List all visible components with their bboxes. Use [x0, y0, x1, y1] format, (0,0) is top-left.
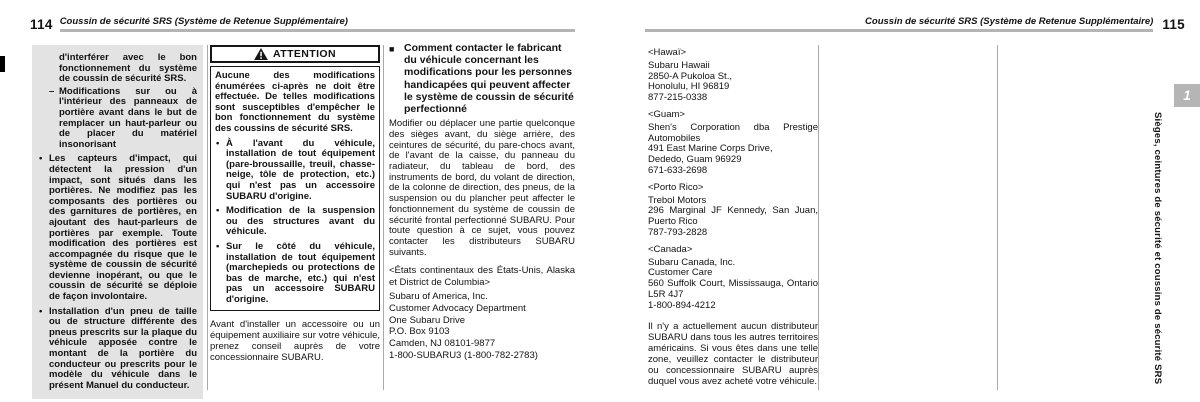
- distributor-address-line: 560 Suffolk Court, Mississauga, Ontario L5R 4J7: [648, 278, 818, 300]
- caution-bullet-list: [38, 154, 197, 391]
- distributor-address-line: 787-793-2828: [648, 226, 708, 238]
- us-contact-block: [389, 265, 575, 361]
- distributor-column: [648, 48, 818, 387]
- contact-region-label: <États continentaux des États-Unis, Alaska et District de Columbia>: [389, 265, 575, 289]
- attention-bullet-list: [215, 139, 375, 306]
- page-number-right: 115: [1162, 17, 1185, 33]
- distributor-address-line: Subaru Canada, Inc.: [648, 256, 736, 268]
- distributor-address-line: Customer Care: [648, 267, 713, 279]
- column-separator: [997, 45, 998, 390]
- distributor-address-line: 296 Marginal JF Kennedy, San Juan, Puerto Rico: [648, 205, 818, 228]
- distributor-region-label: <Canada>: [648, 243, 693, 255]
- advice-paragraph: Avant d'installer un accessoire ou un équipement auxiliaire sur votre véhicule, prenez conseil auprès de votre concessionnaire SUBARU.: [210, 319, 380, 364]
- distributor-address-lines: [648, 123, 818, 177]
- contact-address-line: Subaru of America, Inc.: [389, 290, 488, 302]
- distributor-address-line: Honolulu, HI 96819: [648, 81, 730, 93]
- chapter-vertical-label: Sièges, ceintures de sécurité et coussins de sécurité SRS: [1152, 112, 1163, 385]
- contact-address-line: Customer Advocacy Department: [389, 302, 526, 314]
- distributor-group: [648, 245, 818, 312]
- page-title-left: Coussin de sécurité SRS (Système de Retenue Supplémentaire): [59, 16, 348, 27]
- caution-continuation-text: d'interférer avec le bon fonctionnement du système de coussin de sécurité SRS.: [59, 52, 197, 85]
- contact-address-line: 1-800-SUBARU3 (1-800-782-2783): [389, 349, 538, 361]
- chapter-number: 1: [1183, 88, 1191, 103]
- column-separator: [383, 45, 384, 390]
- contact-address-lines: [389, 291, 575, 362]
- header-rule-left: [60, 17, 575, 32]
- contact-section: [389, 42, 575, 362]
- distributor-address-line: Subaru Hawaii: [648, 59, 710, 71]
- attention-title-box: [210, 45, 380, 63]
- distributor-list: [648, 48, 818, 312]
- attention-bullet-item: • À l'avant du véhicule, installation de tout équipement (pare-broussaille, treuil, chasse-neige, tôle de protection, etc.) qui n'est pas un accessoire SUBARU d'origine.: [215, 139, 375, 203]
- attention-body-box: [210, 66, 380, 311]
- distributor-region-label: <Guam>: [648, 108, 685, 120]
- distributor-address-line: 877-215-0338: [648, 92, 708, 104]
- distributor-address-line: 1-800-894-4212: [648, 299, 716, 311]
- distributor-region-label: <Porto Rico>: [648, 181, 704, 193]
- distributor-address-lines: [648, 196, 818, 239]
- distributor-address-line: 491 East Marine Corps Drive,: [648, 143, 773, 155]
- header-rule-right: [645, 17, 1153, 32]
- attention-bullet-item: • Modification de la suspension ou des structures avant du véhicule.: [215, 206, 375, 238]
- page-115-header: [645, 17, 1185, 32]
- distributor-group: [648, 183, 818, 239]
- page-number-left: 114: [30, 17, 53, 33]
- caution-dash-item: – Modifications sur ou à l'intérieur des panneaux de portière avant dans le but de remplacer un haut-parleur ou de placer du matériel insonorisant: [38, 87, 197, 151]
- warning-triangle-icon: [254, 48, 268, 60]
- distributor-group: [648, 48, 818, 104]
- attention-title: ATTENTION: [273, 48, 336, 60]
- page-114-header: [30, 17, 575, 32]
- page-title-right: Coussin de sécurité SRS (Système de Retenue Supplémentaire): [865, 16, 1154, 27]
- distributor-address-lines: [648, 61, 818, 104]
- distributor-address-lines: [648, 258, 818, 312]
- distributor-address-line: Dededo, Guam 96929: [648, 154, 742, 166]
- contact-address-line: Camden, NJ 08101-9877: [389, 338, 496, 350]
- contact-address-line: One Subaru Drive: [389, 314, 466, 326]
- chapter-tab: [1174, 84, 1200, 107]
- page-edge-index-mark: [0, 56, 5, 72]
- distributor-group: [648, 110, 818, 177]
- distributor-region-label: <Hawaï>: [648, 47, 687, 58]
- caution-sidebar-box: [32, 45, 203, 399]
- caution-bullet-item: • Installation d'un pneu de taille ou de structure différente des pneus prescrits sur la plaque du véhicule apposée contre le montant de la portière du conducteur ou prescrits pour le modèle du véhicule dans le présent Manuel du conducteur.: [38, 307, 197, 392]
- column-separator: [818, 45, 819, 390]
- attention-intro: Aucune des modifications énumérées ci-après ne doit être effectuée. De telles modifications sont susceptibles d'empêcher le bon fonctionnement du système des coussins de sécurité SRS.: [215, 70, 375, 134]
- section-heading: ■ Comment contacter le fabricant du véhicule concernant les modifications pour les personnes handicapées qui peuvent affecter le système de coussin de sécurité perfectionné: [389, 42, 575, 115]
- section-body: Modifier ou déplacer une partie quelconque des sièges avant, du siège arrière, des ceintures de sécurité, du pare-chocs avant, de l'avant de la caisse, du panneau du radiateur, du tableau de bord, des instruments de bord, du volant de direction, de la colonne de direction, des pneus, de la suspension ou du plancher peut affecter le fonctionnement du système de coussin de sécurité frontal perfectionné SUBARU. Pour toute question à ce sujet, vous pouvez contacter les distributeurs SUBARU suivants.: [389, 118, 575, 258]
- distributor-address-line: 2850-A Pukoloa St.,: [648, 70, 732, 82]
- caution-bullet-item: • Les capteurs d'impact, qui détectent la pression d'un impact, sont situés dans les portières. Ne modifiez pas les composants des portières ou des garnitures de portières, en ajoutant des haut-parleurs de portières par exemple. Toute modification des portières est accompagnée du risque que le système de coussin de sécurité devienne inopérant, ou que le coussin de sécurité se déploie de façon involontaire.: [38, 154, 197, 302]
- attention-bullet-item: • Sur le côté du véhicule, installation de tout équipement (marchepieds ou protections de bas de marche, etc.) qui n'est pas un accessoire SUBARU d'origine.: [215, 242, 375, 306]
- distributor-address-line: 671-633-2698: [648, 164, 708, 176]
- other-territories-note: Il n'y a actuellement aucun distributeur SUBARU dans tous les autres territoires américains. Si vous êtes dans une telle zone, veuillez contacter le distributeur ou concessionnaire SUBARU auprès duquel vous avez acheté votre véhicule.: [648, 320, 818, 387]
- distributor-address-line: Shen's Corporation dba Prestige Automobiles: [648, 121, 818, 144]
- contact-address-line: P.O. Box 9103: [389, 326, 450, 338]
- column-separator: [207, 45, 208, 390]
- attention-column: [210, 45, 380, 363]
- distributor-address-line: Trebol Motors: [648, 194, 707, 206]
